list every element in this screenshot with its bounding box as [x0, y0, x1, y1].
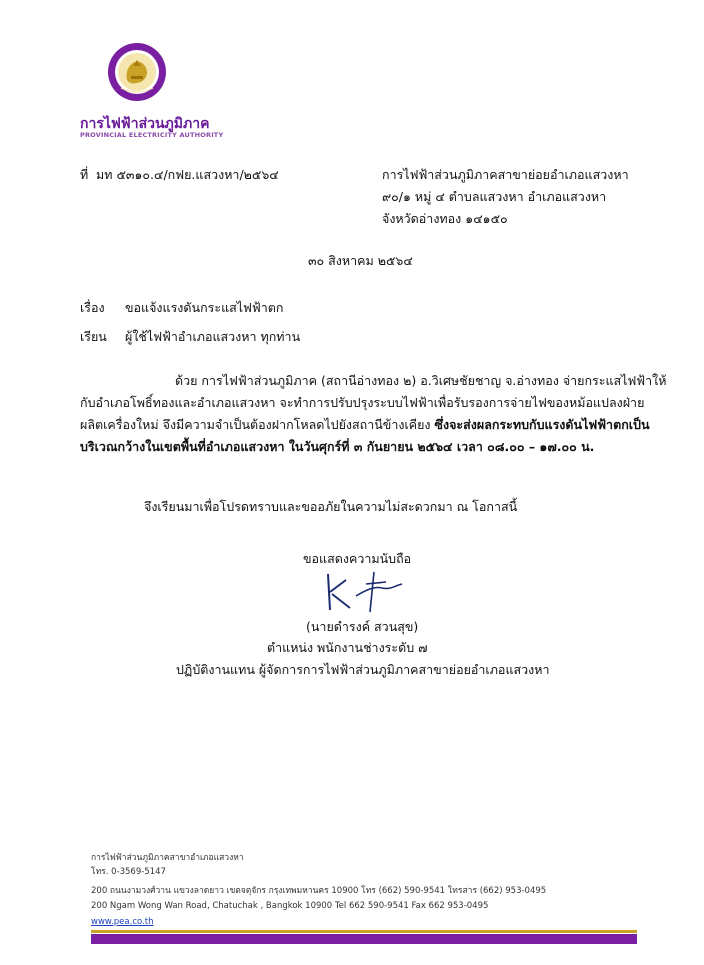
footer-gold-stripe — [91, 930, 637, 933]
subject-label: เรื่อง — [80, 300, 105, 315]
footer-purple-bar — [91, 934, 637, 944]
sender-line-1: การไฟฟ้าส่วนภูมิภาคสาขาย่อยอำเภอแสวงหา — [382, 167, 629, 182]
org-name-en: PROVINCIAL ELECTRICITY AUTHORITY — [80, 131, 224, 139]
signer-name: (นายดำรงค์ สวนสุข) — [306, 619, 419, 634]
body-line-3-bold: ซึ่งจะส่งผลกระทบกับแรงดันไฟฟ้าตกเป็น — [434, 417, 650, 432]
sender-line-2: ๙๐/๑ หมู่ ๔ ตำบลแสวงหา อำเภอแสวงหา — [382, 189, 607, 204]
org-name-th: การไฟฟ้าส่วนภูมิภาค — [80, 116, 210, 132]
regards-text: ขอแสดงความนับถือ — [303, 551, 412, 566]
body-line-3 — [80, 417, 650, 433]
ref-number: มท ๕๓๑๐.๔/กฟย.แสวงหา/๒๕๖๔ — [96, 167, 279, 182]
footer-address-th: 200 ถนนงามวงศ์วาน แขวงลาดยาว เขตจตุจักร กรุงเทพมหานคร 10900 โทร (662) 590-9541 โทรสาร (662) 953-0495 — [91, 886, 547, 896]
footer-phone: โทร. 0-3569-5147 — [91, 867, 166, 877]
pea-logo — [107, 42, 167, 102]
recipient-text: ผู้ใช้ไฟฟ้าอำเภอแสวงหา ทุกท่าน — [125, 329, 301, 344]
footer-office: การไฟฟ้าส่วนภูมิภาคสาขาอำเภอแสวงหา — [91, 853, 244, 863]
recipient-label: เรียน — [80, 329, 107, 344]
signer-position: ตำแหน่ง พนักงานช่างระดับ ๗ — [267, 640, 428, 655]
footer-address-en: 200 Ngam Wong Wan Road, Chatuchak , Bangkok 10900 Tel 662 590-9541 Fax 662 953-0495 — [91, 901, 489, 911]
body-line-3-normal: ผลิตเครื่องใหม่ จึงมีความจำเป็นต้องฝากโหลดไปยังสถานีข้างเคียง — [80, 417, 435, 432]
ref-label: ที่ — [80, 167, 89, 182]
letter-date: ๓๐ สิงหาคม ๒๕๖๔ — [308, 253, 413, 268]
closing-text: จึงเรียนมาเพื่อโปรดทราบและขออภัยในความไม่สะดวกมา ณ โอกาสนี้ — [144, 499, 518, 514]
signer-acting: ปฏิบัติงานแทน ผู้จัดการการไฟฟ้าส่วนภูมิภาคสาขาย่อยอำเภอแสวงหา — [176, 662, 550, 677]
footer-website-link[interactable]: www.pea.co.th — [91, 917, 154, 927]
body-line-2: กับอำเภอโพธิ์ทองและอำเภอแสวงหา จะทำการปรับปรุงระบบไฟฟ้าเพื่อรับรองการจ่ายไฟของหม้อแปลงฝ่าย — [80, 395, 645, 410]
handwritten-signature — [316, 566, 416, 616]
subject-text: ขอแจ้งแรงดันกระแสไฟฟ้าตก — [125, 300, 284, 315]
body-line-4: บริเวณกว้างในเขตพื้นที่อำเภอแสวงหา ในวันศุกร์ที่ ๓ กันยายน ๒๕๖๔ เวลา ๐๘.๐๐ – ๑๗.๐๐ น. — [80, 439, 595, 454]
sender-line-3: จังหวัดอ่างทอง ๑๔๑๕๐ — [382, 211, 508, 226]
body-line-1: ด้วย การไฟฟ้าส่วนภูมิภาค (สถานีอ่างทอง ๒) อ.วิเศษชัยชาญ จ.อ่างทอง จ่ายกระแสไฟฟ้าให้ — [175, 373, 667, 388]
